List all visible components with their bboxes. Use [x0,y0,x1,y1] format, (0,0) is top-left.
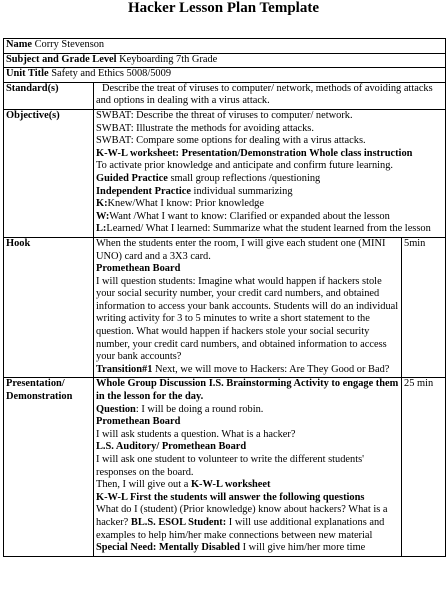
esol-text: I will use additional explanations and examples to help him/her make connections between new material [96,516,385,541]
presentation-time: 25 min [402,378,446,556]
special-need-text: I will give him/her more time [240,542,366,554]
hook-label: Hook [4,237,94,378]
presentation-question-text: : I will be doing a round robin. [135,403,264,415]
objective-swbat-1: SWBAT: Describe the threat of viruses to computer/ network. [96,109,353,121]
kwl-k [96,198,443,211]
subject-cell [4,53,446,68]
auditory-heading: L.S. Auditory/ Promethean Board [96,441,247,453]
kwl-l-letter: L: [96,223,107,235]
objectives-content [94,109,446,237]
guided-practice [96,173,443,186]
special-need-label: Special Need: Mentally Disabled [96,542,241,554]
hook-transition-text: Next, we will move to Hackers: Are They Good or Bad? [152,363,390,375]
kwl-purpose: To activate prior knowledge and anticipate and confirm future learning. [96,160,394,172]
presentation-board-heading: Promethean Board [96,416,181,428]
presentation-question [96,404,399,417]
kwl-k-text: Knew/What I know: Prior knowledge [107,198,264,210]
presentation-label-line2: Demonstration [6,391,73,403]
kwl-l [96,223,443,236]
unit-value: Safety and Ethics 5008/5009 [51,68,172,80]
unit-row [4,68,446,83]
guided-practice-text: small group reflections /questioning [167,172,321,184]
hook-intro: When the students enter the room, I will give each student one (MINI UNO) card and a 3X3 card. [96,237,386,262]
independent-practice [96,186,443,199]
kwl-w-letter: W: [96,210,110,222]
presentation-label-line1: Presentation/ [6,378,65,390]
name-cell [4,39,446,54]
then-bold: K-W-L worksheet [190,479,271,491]
kwl-k-letter: K: [96,198,108,210]
presentation-question-label: Question [96,403,136,415]
then-text: Then, I will give out a [96,479,191,491]
hook-transition [96,364,399,377]
subject-label: Subject and Grade Level [6,53,117,65]
presentation-row [4,378,446,556]
presentation-ask: I will ask students a question. What is a hacker? [96,428,296,440]
independent-practice-label: Independent Practice [96,185,191,197]
document-title: Hacker Lesson Plan Template [128,0,319,16]
unit-label: Unit Title [6,68,49,80]
name-label: Name [6,39,32,50]
guided-practice-label: Guided Practice [96,172,168,184]
prior-knowledge [96,504,399,542]
hook-question: I will question students: Imagine what would happen if hackers stole your social security number, your credit card numbers, and obtained information to access your bank accounts. Students will do an individual writing activity for 3 to 5 minutes to write a short statement to the question. What would happen if hackers stole your social security number, your credit card numbers, and obtained information to access your bank accounts? [96,275,399,363]
unit-cell [4,68,446,83]
subject-value: Keyboarding 7th Grade [119,53,218,65]
objective-swbat-3: SWBAT: Compare some options for dealing with a virus attacks. [96,135,366,147]
presentation-content [94,378,402,556]
then-line [96,479,399,492]
kwl-w-text: Want /What I want to know: Clarified or expanded about the lesson [109,210,390,222]
hook-board-heading: Promethean Board [96,263,181,275]
volunteer-text: I will ask one student to volunteer to write the different students' responses on the board. [96,454,365,478]
objective-swbat-2: SWBAT: Illustrate the methods for avoiding attacks. [96,122,314,134]
name-row [4,39,446,54]
kwl-l-text: Learned/ What I learned: Summarize what the student learned from the lesson [106,223,431,235]
subject-row [4,53,446,68]
hook-transition-label: Transition#1 [96,363,153,375]
standards-row [4,82,446,109]
hook-row [4,237,446,378]
lesson-plan-table [3,38,446,557]
hook-content [94,237,402,378]
hook-time: 5min [402,237,446,378]
objectives-label: Objective(s) [4,109,94,237]
standards-description: Describe the treat of viruses to computer/ network, methods of avoiding attacks and options in dealing with a virus attack. [96,82,433,107]
kwl-w [96,211,443,224]
special-need [96,542,399,555]
objectives-row [4,109,446,237]
name-value: Corry Stevenson [34,39,105,50]
esol-label: BL.S. ESOL Student: [130,516,227,528]
discussion-heading: Whole Group Discussion I.S. Brainstorming Activity to engage them in the lesson for the day. [96,378,399,403]
prior-knowledge-text: What do I (student) (Prior knowledge) know about hackers? What is a hacker? [96,504,388,528]
presentation-label [4,378,94,556]
standards-text [94,82,446,109]
standards-label: Standard(s) [4,82,94,109]
kwl-first-heading: K-W-L First the students will answer the following questions [96,491,365,503]
independent-practice-text: individual summarizing [190,185,293,197]
kwl-heading: K-W-L worksheet: Presentation/Demonstration Whole class instruction [96,147,413,159]
